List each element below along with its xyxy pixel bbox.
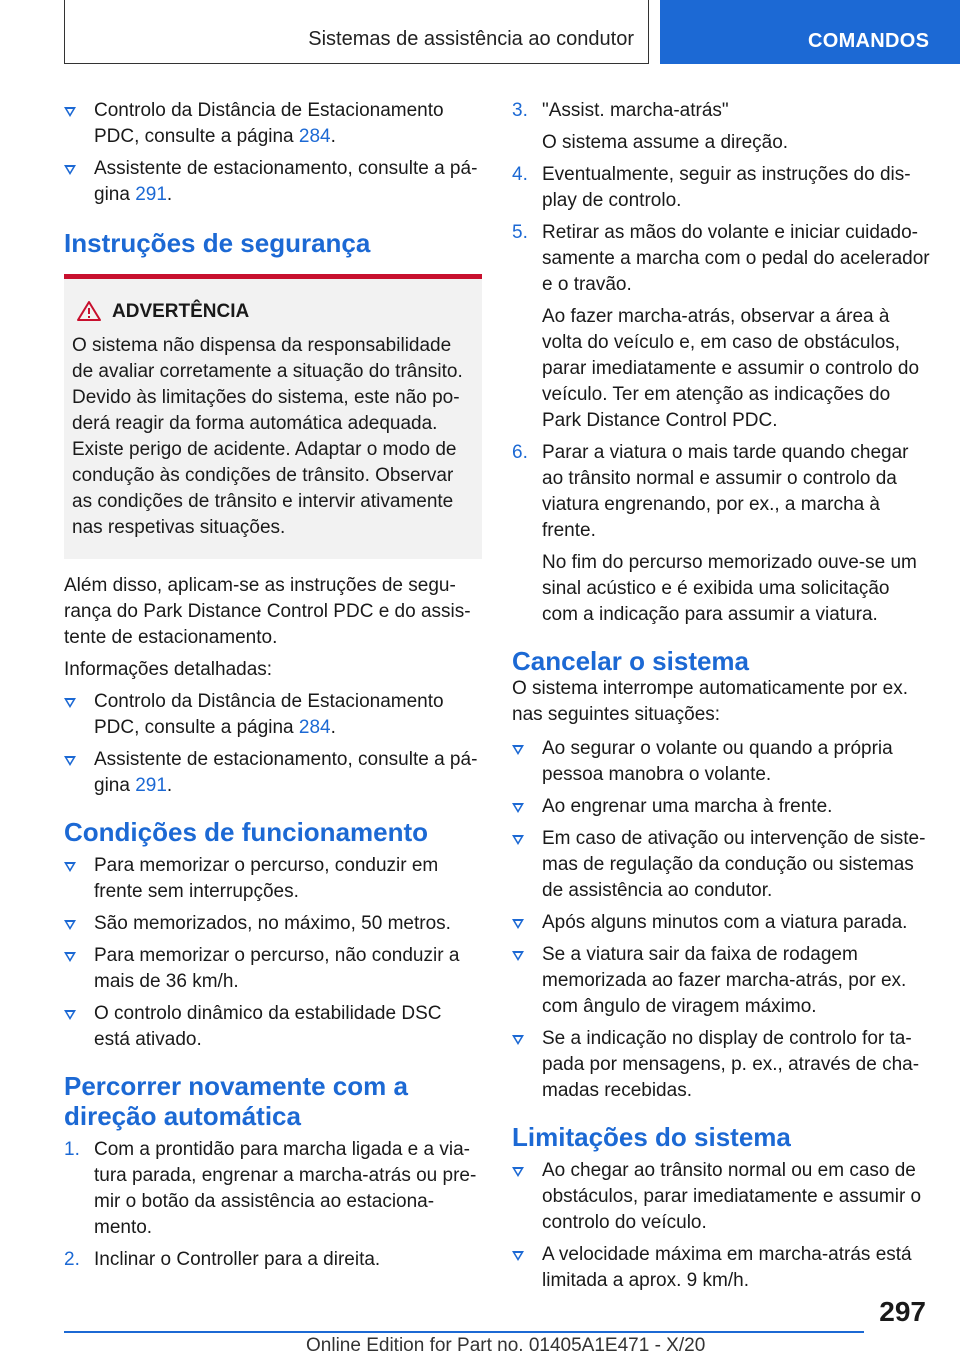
step-number: 4. bbox=[512, 164, 528, 185]
step-number: 5. bbox=[512, 222, 528, 243]
list-item: Controlo da Distância de Estacionamento PDC, consulte a página 284. bbox=[64, 689, 482, 741]
section-title-box bbox=[64, 0, 649, 64]
step-number: 6. bbox=[512, 442, 528, 463]
triangle-bullet-icon bbox=[512, 803, 524, 813]
cancel-intro: O sistema interrompe automaticamente por ex. nas seguintes situações: bbox=[512, 678, 909, 725]
list-item: Se a indicação no display de controlo for tapada por mensagens, p. ex., através de chamadas recebidas. bbox=[512, 1026, 930, 1104]
step-item: 2. Inclinar o Controller para a direita. bbox=[64, 1247, 482, 1273]
left-column bbox=[64, 98, 482, 1279]
chapter-tab bbox=[660, 0, 960, 64]
footer-divider bbox=[64, 1331, 864, 1333]
triangle-bullet-icon bbox=[64, 756, 76, 766]
page-link[interactable]: 291 bbox=[135, 184, 167, 205]
step-item: 5. Retirar as mãos do volante e iniciar cuidadosamente a marcha com o pedal do acelerador e o travão. Ao fazer marcha-atrás, observar a área à volta do veículo e, em caso de obstáculos, parar imediatamente e assumir o controlo do veículo. Ter em atenção as indicações do Park Distance Control PDC. bbox=[512, 222, 930, 431]
warning-body: O sistema não dispensa da responsabilidade de avaliar corretamente a situação do trânsito. Devido às limitações do sistema, este não poderá reagir da forma automática adequada. Existe perigo de acidente. Adaptar o modo de condução às condições de trânsito. Observar as condições de trânsito e intervir ativamente nas respetivas situações. bbox=[72, 335, 463, 538]
redrive-heading: Percorrer novamente com a direção automática bbox=[64, 1071, 408, 1131]
step-number: 3. bbox=[512, 100, 528, 121]
step-item: 1. Com a prontidão para marcha ligada e a viatura parada, engrenar a marcha-atrás ou premir o botão da assistência ao estacionamento. bbox=[64, 1139, 477, 1238]
triangle-bullet-icon bbox=[512, 1167, 524, 1177]
safety-heading: Instruções de segurança bbox=[64, 228, 371, 258]
triangle-bullet-icon bbox=[64, 165, 76, 175]
warning-title-row bbox=[72, 299, 474, 325]
step-item: 3. "Assist. marcha-atrás" O sistema assume a direção. bbox=[512, 100, 789, 153]
list-item: O controlo dinâmico da estabilidade DSC está ativado. bbox=[64, 1001, 482, 1053]
triangle-bullet-icon bbox=[512, 951, 524, 961]
list-item: Para memorizar o percurso, não conduzir a mais de 36 km/h. bbox=[64, 943, 482, 995]
triangle-bullet-icon bbox=[512, 745, 524, 755]
triangle-bullet-icon bbox=[64, 698, 76, 708]
list-item: Após alguns minutos com a viatura parada. bbox=[512, 910, 930, 936]
section-title: Sistemas de assistência ao condutor bbox=[308, 28, 634, 50]
list-item: Se a viatura sair da faixa de rodagem memorizada ao fazer marcha-atrás, por ex. com ângulo de viragem máximo. bbox=[512, 942, 930, 1020]
list-item: Controlo da Distância de Estacionamento PDC, consulte a página 284. bbox=[64, 98, 482, 150]
list-item: São memorizados, no máximo, 50 metros. bbox=[64, 911, 482, 937]
list-item: Ao engrenar uma marcha à frente. bbox=[512, 794, 930, 820]
page-number: 297 bbox=[879, 1296, 926, 1327]
cancel-heading: Cancelar o sistema bbox=[512, 646, 750, 676]
list-item: Assistente de estacionamento, consulte a página 291. bbox=[64, 747, 482, 799]
step-item: 6. Parar a viatura o mais tarde quando chegar ao trânsito normal e assumir o controlo da viatura engrenando, por ex., a marcha à frente. No fim do percurso memorizado ouve-se um sinal acústico e é exibida uma solicitação com a indicação para assumir a viatura. bbox=[512, 442, 917, 625]
page-header bbox=[0, 0, 960, 66]
list-item: Ao segurar o volante ou quando a própria pessoa manobra o volante. bbox=[512, 736, 930, 788]
warning-box bbox=[64, 274, 482, 559]
step-item: 4. Eventualmente, seguir as instruções do display de controlo. bbox=[512, 164, 911, 211]
chapter-title: COMANDOS bbox=[808, 30, 930, 52]
limits-heading: Limitações do sistema bbox=[512, 1122, 791, 1152]
triangle-bullet-icon bbox=[512, 835, 524, 845]
triangle-bullet-icon bbox=[512, 1035, 524, 1045]
triangle-bullet-icon bbox=[64, 952, 76, 962]
triangle-bullet-icon bbox=[64, 107, 76, 117]
warning-triangle-icon bbox=[76, 300, 102, 322]
triangle-bullet-icon bbox=[512, 1251, 524, 1261]
conditions-heading: Condições de funcionamento bbox=[64, 817, 429, 847]
list-item: Assistente de estacionamento, consulte a página 291. bbox=[64, 156, 482, 208]
page-link[interactable]: 284 bbox=[298, 126, 331, 147]
list-item: Em caso de ativação ou intervenção de sistemas de regulação da condução ou sistemas de assistência ao condutor. bbox=[512, 826, 930, 904]
triangle-bullet-icon bbox=[64, 1010, 76, 1020]
page-link[interactable]: 291 bbox=[135, 775, 167, 796]
list-item: Para memorizar o percurso, conduzir em frente sem interrupções. bbox=[64, 853, 482, 905]
step-number: 1. bbox=[64, 1139, 80, 1160]
paragraph: Além disso, aplicam-se as instruções de segurança do Park Distance Control PDC e do assistente de estacionamento. bbox=[64, 575, 471, 648]
edition-text: Online Edition for Part no. 01405A1E471 - X/20 bbox=[306, 1335, 706, 1356]
right-column bbox=[512, 98, 930, 1300]
triangle-bullet-icon bbox=[64, 862, 76, 872]
step-number: 2. bbox=[64, 1249, 80, 1270]
warning-title: ADVERTÊNCIA bbox=[112, 301, 250, 322]
triangle-bullet-icon bbox=[64, 920, 76, 930]
list-item: Ao chegar ao trânsito normal ou em caso de obstáculos, parar imediatamente e assumir o controlo do veículo. bbox=[512, 1158, 930, 1236]
info-label: Informações detalhadas: bbox=[64, 659, 273, 680]
list-item: A velocidade máxima em marcha-atrás está limitada a aprox. 9 km/h. bbox=[512, 1242, 930, 1294]
triangle-bullet-icon bbox=[512, 919, 524, 929]
page-link[interactable]: 284 bbox=[298, 717, 331, 738]
